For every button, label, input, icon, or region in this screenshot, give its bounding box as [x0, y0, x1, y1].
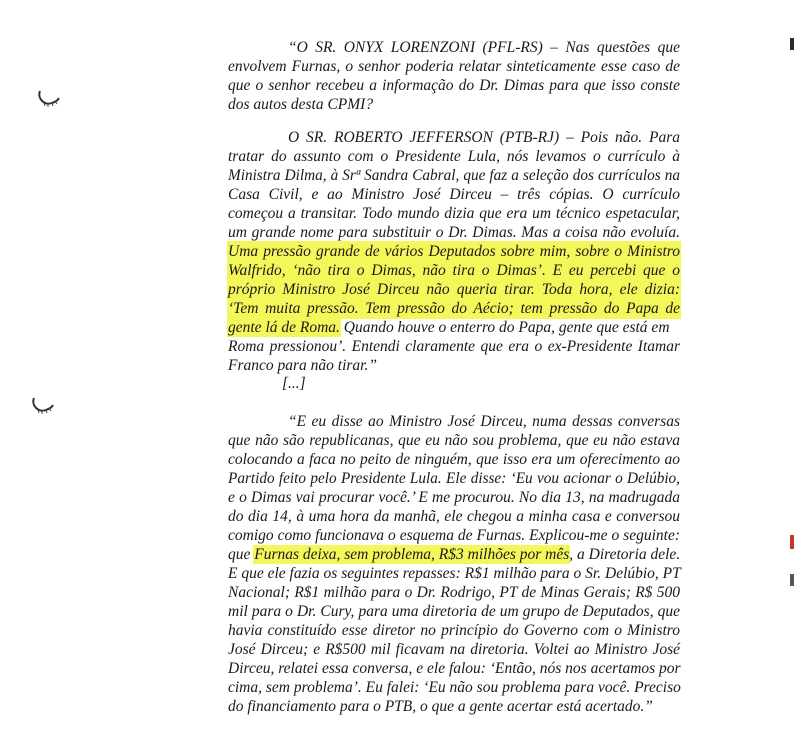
ellipsis-marker: [...] [282, 375, 306, 392]
text-line: do dia 14, à uma hora da manhã, ele chegou a minha casa e conversou [228, 508, 680, 525]
text-line: envolvem Furnas, o senhor poderia relatar sinteticamente esse caso de [228, 58, 680, 75]
text-line: e o Dimas vai procurar você.’ E me procurou. No dia 13, na madrugada [228, 489, 680, 506]
text-line: E que ele fazia os seguintes repasses: R$1 milhão para o Sr. Delúbio, PT [228, 565, 681, 582]
highlighted-text-line: Walfrido, ‘não tira o Dimas, não tira o Dimas’. E eu percebi que o [228, 262, 680, 279]
highlighted-phrase: gente lá de Roma. [228, 319, 340, 336]
text-line: Roma pressionou’. Entendi claramente que era o ex-Presidente Itamar [228, 338, 680, 355]
scan-edge-mark [790, 574, 794, 586]
highlighted-text-line: ‘Tem muita pressão. Tem pressão do Aécio; tem pressão do Papa de [228, 300, 680, 317]
text-line: que não são republicanas, que eu não sou problema, que eu não estava [228, 432, 680, 449]
text-line [228, 318, 680, 337]
text-fragment: Quando houve o enterro do Papa, gente que está em [339, 319, 670, 336]
highlighted-phrase: Furnas deixa, sem problema, R$3 milhões por mês [254, 546, 570, 563]
text-line: comigo como funcionava o esquema de Furnas. Explicou-me o seguinte: [228, 527, 680, 544]
scan-edge-mark [790, 535, 794, 549]
punch-hole-mark [30, 395, 56, 415]
text-line: colocando a faca no peito de ninguém, que isso era um oferecimento ao [228, 451, 680, 468]
text-line: havia constituído esse diretor no princípio do Governo com o Ministro [228, 622, 680, 639]
text-line: começou a transitar. Todo mundo dizia que era um técnico espetacular, [228, 205, 680, 222]
text-line: Dirceu, relatei essa conversa, e ele falou: ‘Então, nós nos acertamos por [228, 660, 681, 677]
text-line: Ministra Dilma, à Srª Sandra Cabral, que faz a seleção dos currículos na [228, 167, 680, 184]
highlighted-text-line: próprio Ministro José Dirceu não queria tirar. Toda hora, ele dizia: [228, 281, 680, 298]
text-line: O SR. ROBERTO JEFFERSON (PTB-RJ) – Pois não. Para [288, 129, 680, 146]
text-line: “E eu disse ao Ministro José Dirceu, numa dessas conversas [288, 413, 680, 430]
text-line [228, 545, 680, 564]
text-line: que o senhor recebeu a informação do Dr. Dimas para que isso conste [228, 77, 680, 94]
text-line: cima, sem problema’. Eu falei: ‘Eu não sou problema para você. Preciso [228, 679, 681, 696]
text-fragment: que [228, 546, 255, 563]
text-line: um grande nome para substituir o Dr. Dimas. Mas a coisa não evoluía. [228, 224, 680, 241]
text-fragment: , a Diretoria dele. [569, 546, 681, 563]
highlighted-text-line: Uma pressão grande de vários Deputados sobre mim, sobre o Ministro [228, 243, 680, 260]
punch-hole-mark [36, 88, 62, 108]
text-line: Nacional; R$1 milhão para o Dr. Rodrigo, PT de Minas Gerais; R$ 500 [228, 584, 680, 601]
text-line: “O SR. ONYX LORENZONI (PFL-RS) – Nas questões que [288, 39, 680, 56]
text-line: dos autos desta CPMI? [228, 96, 374, 113]
text-line: mil para o Dr. Cury, para uma diretoria de um grupo de Deputados, que [228, 603, 680, 620]
text-line: tratar do assunto com o Presidente Lula, nós levamos o currículo à [228, 148, 680, 165]
text-line: José Dirceu; e R$500 mil ficavam na diretoria. Voltei ao Ministro José [228, 641, 680, 658]
text-line: Franco para não tirar.” [228, 357, 377, 374]
text-line: do financiamento para o PTB, o que a gente acertar está acertado.” [228, 698, 653, 715]
text-line: Partido feito pelo Presidente Lula. Ele disse: ‘Eu vou acionar o Delúbio, [228, 470, 680, 487]
text-line: Casa Civil, e ao Ministro José Dirceu – três cópias. O currículo [228, 186, 680, 203]
scan-edge-mark [790, 38, 794, 50]
